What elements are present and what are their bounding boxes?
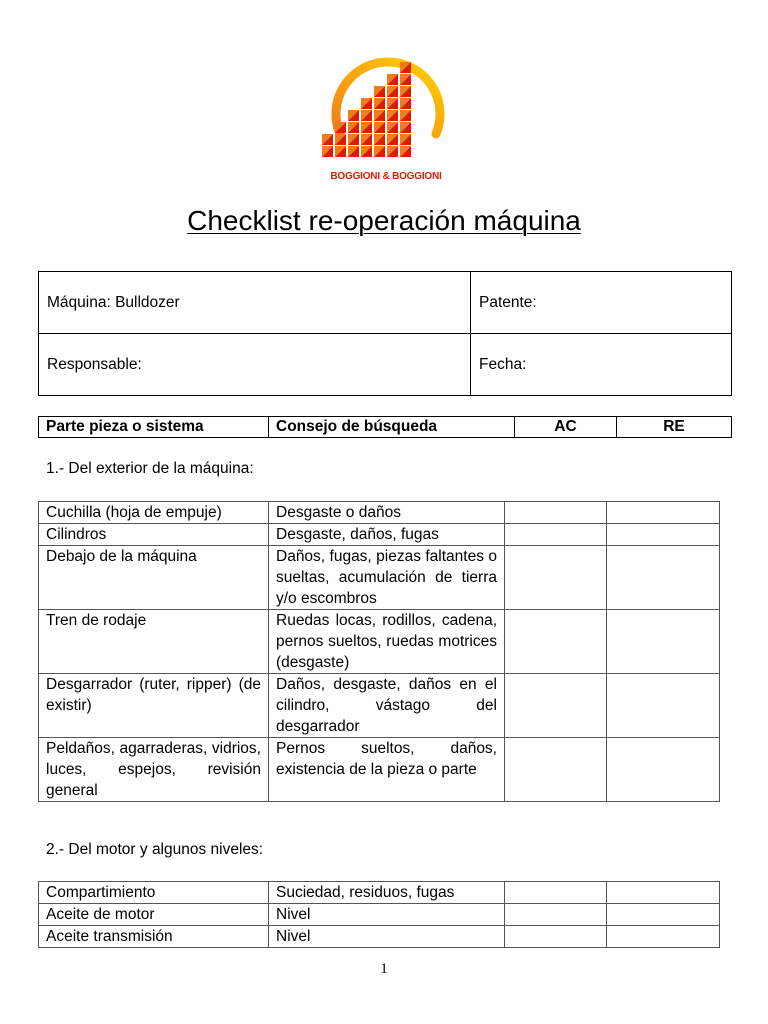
- ac-cell[interactable]: [505, 674, 607, 738]
- table-row: [39, 738, 720, 802]
- ac-cell[interactable]: [505, 882, 607, 904]
- ac-cell[interactable]: [505, 904, 607, 926]
- part-cell: Cilindros: [39, 524, 269, 546]
- page-number: 1: [380, 961, 388, 977]
- hint-cell: Daños, fugas, piezas faltantes o sueltas, acumulación de tierra y/o escombros: [269, 546, 505, 610]
- header-re: RE: [617, 417, 732, 438]
- header-hint: Consejo de búsqueda: [269, 417, 515, 438]
- checklist-header: [38, 416, 732, 438]
- checklist-table-exterior: [38, 501, 720, 802]
- part-cell: Debajo de la máquina: [39, 546, 269, 610]
- ac-cell[interactable]: [505, 738, 607, 802]
- re-cell[interactable]: [607, 610, 720, 674]
- hint-cell: Desgaste, daños, fugas: [269, 524, 505, 546]
- table-row: [39, 926, 720, 948]
- ac-cell[interactable]: [505, 546, 607, 610]
- section-title-exterior: 1.- Del exterior de la máquina:: [46, 460, 254, 477]
- ac-cell[interactable]: [505, 926, 607, 948]
- table-row: [39, 610, 720, 674]
- table-row: [39, 524, 720, 546]
- part-cell: Aceite de motor: [39, 904, 269, 926]
- responsible-field: Responsable:: [39, 334, 471, 396]
- part-cell: Compartimiento: [39, 882, 269, 904]
- hint-cell: Pernos sueltos, daños, existencia de la pieza o parte: [269, 738, 505, 802]
- re-cell[interactable]: [607, 738, 720, 802]
- machine-field: Máquina: Bulldozer: [39, 272, 471, 334]
- re-cell[interactable]: [607, 546, 720, 610]
- hint-cell: Nivel: [269, 904, 505, 926]
- logo-text: BOGGIONI & BOGGIONI: [330, 171, 442, 182]
- table-row: [39, 502, 720, 524]
- table-row: [39, 546, 720, 610]
- re-cell[interactable]: [607, 882, 720, 904]
- header-part: Parte pieza o sistema: [39, 417, 269, 438]
- checklist-table-engine: [38, 881, 720, 948]
- section-title-engine: 2.- Del motor y algunos niveles:: [46, 841, 264, 858]
- date-field: Fecha:: [471, 334, 732, 396]
- page-title: Checklist re-operación máquina: [187, 205, 581, 236]
- header-ac: AC: [515, 417, 617, 438]
- ac-cell[interactable]: [505, 524, 607, 546]
- info-table: [38, 271, 732, 396]
- part-cell: Tren de rodaje: [39, 610, 269, 674]
- re-cell[interactable]: [607, 502, 720, 524]
- logo-mark-icon: [318, 42, 454, 172]
- hint-cell: Suciedad, residuos, fugas: [269, 882, 505, 904]
- hint-cell: Desgaste o daños: [269, 502, 505, 524]
- hint-cell: Ruedas locas, rodillos, cadena, pernos sueltos, ruedas motrices (desgaste): [269, 610, 505, 674]
- part-cell: Aceite transmisión: [39, 926, 269, 948]
- table-row: [39, 674, 720, 738]
- plate-field: Patente:: [471, 272, 732, 334]
- table-row: [39, 904, 720, 926]
- part-cell: Desgarrador (ruter, ripper) (de existir): [39, 674, 269, 738]
- hint-cell: Daños, desgaste, daños en el cilindro, vástago del desgarrador: [269, 674, 505, 738]
- re-cell[interactable]: [607, 674, 720, 738]
- ac-cell[interactable]: [505, 610, 607, 674]
- hint-cell: Nivel: [269, 926, 505, 948]
- part-cell: Cuchilla (hoja de empuje): [39, 502, 269, 524]
- re-cell[interactable]: [607, 926, 720, 948]
- part-cell: Peldaños, agarraderas, vidrios, luces, espejos, revisión general: [39, 738, 269, 802]
- table-row: [39, 882, 720, 904]
- company-logo: [318, 42, 454, 188]
- ac-cell[interactable]: [505, 502, 607, 524]
- re-cell[interactable]: [607, 904, 720, 926]
- re-cell[interactable]: [607, 524, 720, 546]
